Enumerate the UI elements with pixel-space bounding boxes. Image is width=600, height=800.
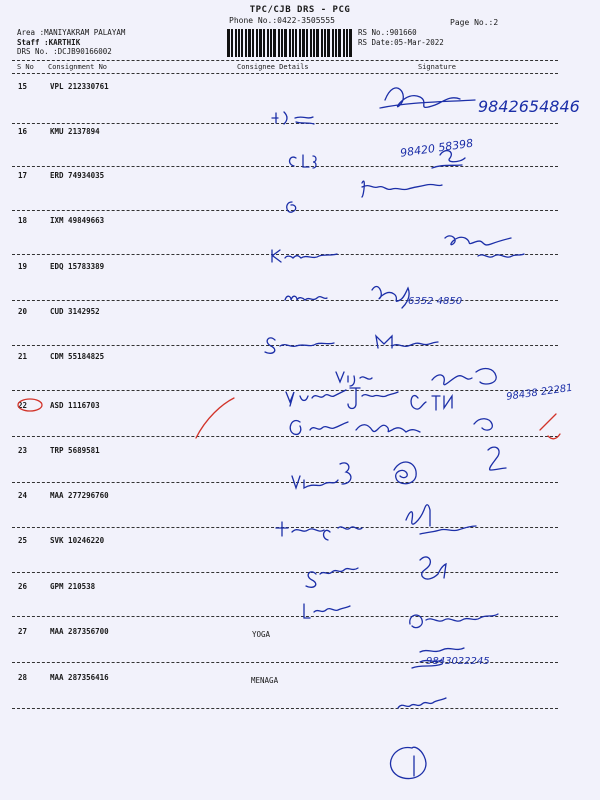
- signature-mark-vijay: [336, 372, 372, 386]
- rs-date: RS Date:05-Mar-2022: [358, 37, 444, 47]
- row-sno: 15: [18, 82, 28, 91]
- signature-circle-mark: [391, 747, 426, 778]
- column-header-consignee: Consignee Details: [237, 63, 309, 71]
- signature-mark-ctnv: [411, 396, 452, 410]
- signature-mark-sunny: [306, 568, 358, 587]
- row-consignment: CDM 55184825: [50, 352, 105, 361]
- red-slash-mark: [196, 398, 234, 438]
- row-consignment: ASD 1116703: [50, 401, 100, 410]
- row-consignment: VPL 212330761: [50, 82, 109, 91]
- signature-row-20: [376, 336, 438, 348]
- row-consignment: GPM 210538: [50, 582, 96, 591]
- row-consignment: MAA 287356416: [50, 673, 109, 682]
- signature-mark-sanosri: [265, 338, 334, 353]
- row-sno: 19: [18, 262, 28, 271]
- column-header-sno: S No: [17, 63, 34, 71]
- signature-row-19: [372, 286, 409, 308]
- signature-mark-clb: [290, 155, 316, 168]
- row-sno: 16: [18, 127, 28, 136]
- rs-number: RS No.:901660: [358, 28, 417, 37]
- signature-mark-vijay-b: [292, 463, 351, 488]
- signature-mark-leyn: [304, 604, 350, 618]
- red-check-mark: [540, 414, 560, 439]
- row-sno: 18: [18, 216, 28, 225]
- signature-row-25: [420, 557, 446, 579]
- signature-mark-6: [287, 202, 296, 212]
- row-sno: 23: [18, 446, 28, 455]
- signature-row-21: [432, 369, 496, 385]
- signature-row-22: [356, 419, 492, 432]
- signature-row-23: [394, 462, 416, 484]
- signature-mark-yuvraj: [286, 390, 346, 406]
- signature-row-28: [398, 698, 446, 708]
- row-consignment: IXM 49849663: [50, 216, 105, 225]
- row-sno: 17: [18, 171, 28, 180]
- column-header-signature: Signature: [418, 63, 456, 71]
- row-sno: 24: [18, 491, 28, 500]
- row-consignment: KMU 2137894: [50, 127, 100, 136]
- signature-mark-mrf: [285, 296, 327, 300]
- signature-row-15: [380, 88, 475, 108]
- signature-mark-ganesh: [290, 421, 348, 435]
- row-sno: 27: [18, 627, 28, 636]
- row-consignment: ERD 74934035: [50, 171, 105, 180]
- row-consignment: MAA 287356700: [50, 627, 109, 636]
- row-sno: 21: [18, 352, 28, 361]
- signature-mark-chera: [276, 522, 362, 540]
- row-sno: 22: [18, 401, 28, 410]
- row-consignment: EDQ 15783389: [50, 262, 105, 271]
- row-consignee: YOGA: [252, 630, 271, 639]
- handwritten-phone-4: 98438 22281: [505, 382, 574, 403]
- signature-mark-jeffro: [348, 388, 398, 409]
- signature-mark-str: [272, 112, 314, 124]
- row-sno: 26: [18, 582, 28, 591]
- drs-number: DRS No. :DCJB90166002: [17, 47, 112, 56]
- row-sno: 28: [18, 673, 28, 682]
- staff-label: Staff :KARTHIK: [17, 37, 81, 47]
- row-consignment: TRP 5689581: [50, 446, 100, 455]
- row-consignee: MENAGA: [251, 676, 279, 685]
- page-number: Page No.:2: [450, 18, 499, 27]
- signature-mark-kulanthi: [272, 250, 337, 262]
- phone-number: Phone No.:0422-3505555: [229, 16, 335, 25]
- area-label: Area :MANIYAKRAM PALAYAM: [17, 28, 126, 37]
- handwritten-phone-5: 9843022245: [426, 656, 490, 667]
- signature-row-18: [445, 236, 524, 257]
- handwritten-phone-3: 6352 4850: [408, 296, 463, 307]
- row-sno: 20: [18, 307, 28, 316]
- handwritten-phone-1: 9842654846: [478, 97, 580, 116]
- column-header-consignment: Consignment No: [48, 63, 108, 71]
- signature-row-17: [362, 181, 442, 197]
- signature-row-26: [410, 614, 498, 628]
- row-sno: 25: [18, 536, 28, 545]
- row-consignment: CUD 3142952: [50, 307, 100, 316]
- handwritten-phone-2: 98420 58398: [399, 136, 474, 160]
- signature-row-24: [406, 505, 476, 534]
- sheet-title: TPC/CJB DRS - PCG: [249, 5, 351, 15]
- signature-mark-row23-2: [488, 447, 506, 470]
- red-circle-mark: [18, 399, 42, 411]
- row-consignment: SVK 10246220: [50, 536, 105, 545]
- row-consignment: MAA 277296760: [50, 491, 109, 500]
